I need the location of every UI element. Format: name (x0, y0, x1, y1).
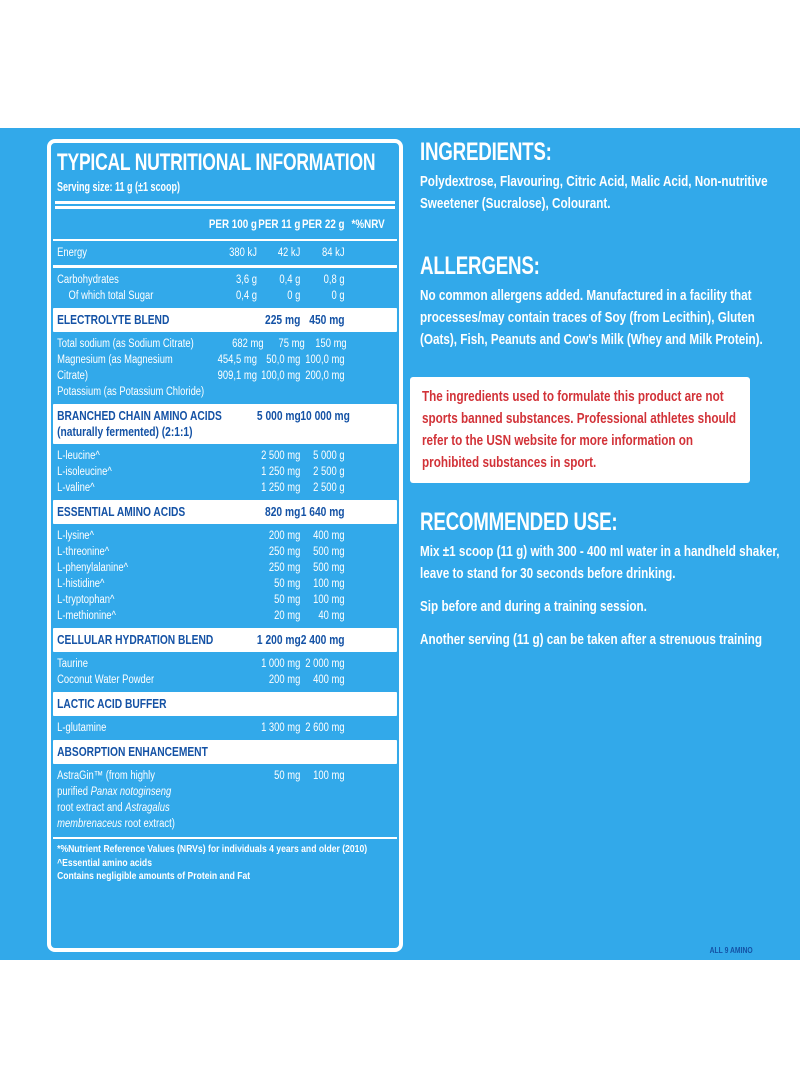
table-row (53, 448, 397, 464)
value-per-11g: 1 250 mg (261, 465, 301, 478)
row-label: root extract and Astragalus (57, 801, 170, 814)
nutrient-group (53, 528, 397, 624)
table-row (53, 800, 397, 816)
table-row (53, 464, 397, 480)
nutrient-group (53, 336, 397, 400)
nutrient-group (53, 768, 397, 832)
row-label: L-phenylalanine^ (57, 561, 129, 574)
column-header-nrv: *%NRV (351, 216, 385, 231)
value-per-22g: 500 mg (313, 561, 345, 574)
value-per-22g: 500 mg (313, 545, 345, 558)
section-title (57, 312, 257, 328)
value-per-22g: 100 mg (313, 577, 345, 590)
row-label: Potassium (as Potassium Chloride) (57, 385, 205, 398)
ingredients-heading: INGREDIENTS: (420, 138, 552, 166)
recommended-use-mix: Mix ±1 scoop (11 g) with 300 - 400 ml water in a handheld shaker, leave to stand for 30 seconds before drinking. (420, 543, 780, 582)
value-per-22g: 2 000 mg (305, 657, 345, 670)
row-label: purified Panax notoginseng (57, 785, 172, 798)
table-row (53, 368, 397, 384)
row-label: L-tryptophan^ (57, 593, 115, 606)
footnote-essential: ^Essential amino acids (57, 856, 152, 869)
row-label: L-threonine^ (57, 545, 110, 558)
product-label (0, 128, 800, 960)
value-per-11g: 200 mg (268, 529, 301, 542)
value-per-11g: 0 g (287, 289, 301, 302)
value-per-22g: 400 mg (313, 529, 345, 542)
table-header-row (53, 213, 397, 236)
section-title (57, 504, 257, 520)
value-per-11g: 50 mg (274, 769, 301, 782)
value-per-22g: 5 000 g (313, 449, 345, 462)
banned-substances-notice-box (410, 377, 750, 483)
value-per-22g: 100 mg (313, 769, 345, 782)
section-header-bar (53, 628, 397, 652)
serving-size: Serving size: 11 g (±1 scoop) (57, 180, 180, 194)
allergens-text: No common allergens added. Manufactured in a facility that processes/may contain traces of Soy (from Lecithin), Gluten (Oats), Fish, Peanuts and Cow's Milk (Whey and Milk Protein). (420, 287, 763, 348)
value-per-100g: 0,4 g (235, 289, 257, 302)
value-per-11g: 50 mg (274, 593, 301, 606)
ingredients-text: Polydextrose, Flavouring, Citric Acid, Malic Acid, Non-nutritive Sweetener (Sucralose), Colourant. (420, 173, 768, 212)
panel-title: TYPICAL NUTRITIONAL INFORMATION (57, 149, 376, 176)
nutrient-group (53, 245, 397, 261)
value-per-11g: 200 mg (268, 673, 301, 686)
value-per-22g: 84 kJ (322, 247, 345, 259)
row-label: L-valine^ (57, 481, 95, 494)
value-per-22g: 2 600 mg (305, 721, 345, 734)
row-label: Total sodium (as Sodium Citrate) (57, 337, 194, 350)
row-label: Energy (57, 247, 87, 259)
value-per-22g: 450 mg (309, 312, 345, 327)
value-per-11g: 1 250 mg (261, 481, 301, 494)
row-label: Carbohydrates (57, 273, 119, 286)
footnote-negligible: Contains negligible amounts of Protein and Fat (57, 870, 251, 882)
value-per-22g: 2 500 g (313, 481, 345, 494)
table-row (53, 336, 397, 352)
row-label: L-leucine^ (57, 449, 100, 462)
row-label: Citrate) (57, 369, 88, 382)
section-header-bar (53, 740, 397, 764)
table-row (53, 576, 397, 592)
section-title (57, 632, 257, 648)
row-label: membrenaceus root extract) (57, 817, 175, 830)
value-per-22g: 2 400 mg (300, 632, 345, 647)
nutrition-table (53, 213, 397, 884)
column-header-per-100g: PER 100 g (208, 216, 257, 231)
table-row (53, 656, 397, 672)
row-label: L-histidine^ (57, 577, 105, 590)
value-per-22g: 400 mg (313, 673, 345, 686)
value-per-11g: 0,4 g (279, 273, 301, 286)
nutrient-group (53, 720, 397, 736)
table-row (53, 528, 397, 544)
value-per-22g: 2 500 g (313, 465, 345, 478)
footnote-divider (53, 837, 397, 840)
row-label: AstraGin™ (from highly (57, 769, 155, 782)
value-per-11g: 20 mg (274, 609, 301, 622)
row-label: Of which total Sugar (68, 289, 154, 302)
section-title-line: BRANCHED CHAIN AMINO ACIDS (57, 408, 222, 423)
value-per-22g: 0,8 g (323, 273, 345, 286)
value-per-11g: 42 kJ (277, 247, 301, 259)
footnote-nrv: *%Nutrient Reference Values (NRVs) for individuals 4 years and older (2010) (57, 843, 368, 855)
divider-line (55, 201, 395, 204)
recommended-use-heading: RECOMMENDED USE: (420, 508, 618, 536)
value-per-22g: 0 g (331, 289, 345, 302)
table-row (53, 544, 397, 560)
section-title (57, 408, 257, 440)
table-row (53, 245, 397, 261)
value-per-22g: 100 mg (313, 593, 345, 606)
value-per-22g: 200,0 mg (305, 369, 345, 382)
row-label: L-glutamine (57, 721, 107, 734)
table-row (53, 592, 397, 608)
row-label: Taurine (57, 657, 88, 670)
info-column (420, 137, 785, 651)
value-per-11g: 225 mg (265, 312, 301, 327)
allergens-heading: ALLERGENS: (420, 252, 540, 280)
section-header-bar (53, 500, 397, 524)
column-header-per-22g: PER 22 g (301, 216, 345, 231)
table-row (53, 480, 397, 496)
nutrient-group (53, 272, 397, 304)
value-per-22g: 10 000 mg (300, 408, 350, 423)
value-per-11g: 1 200 mg (256, 632, 301, 647)
row-divider (53, 265, 397, 268)
section-title-line: CELLULAR HYDRATION BLEND (57, 632, 214, 647)
divider-line (55, 206, 395, 209)
value-per-22g: 100,0 mg (305, 353, 345, 366)
table-row (53, 816, 397, 832)
section-header-bar (53, 692, 397, 716)
row-label: L-methionine^ (57, 609, 116, 622)
value-per-11g: 75 mg (278, 337, 305, 350)
table-row (53, 352, 397, 368)
value-per-11g: 50,0 mg (266, 353, 301, 366)
value-per-11g: 2 500 mg (261, 449, 301, 462)
value-per-100g: 3,6 g (235, 273, 257, 286)
value-per-100g: 454,5 mg (217, 353, 257, 366)
table-row (53, 560, 397, 576)
table-body (53, 245, 397, 832)
table-row (53, 288, 397, 304)
section-header-bar (53, 404, 397, 444)
value-per-11g: 50 mg (274, 577, 301, 590)
value-per-22g: 1 640 mg (300, 504, 345, 519)
table-row (53, 608, 397, 624)
row-label: L-lysine^ (57, 529, 94, 542)
section-title-line: ESSENTIAL AMINO ACIDS (57, 504, 186, 519)
row-label: Coconut Water Powder (57, 673, 155, 686)
all-9-amino-tag: ALL 9 AMINO (709, 946, 753, 955)
table-row (53, 272, 397, 288)
value-per-11g: 1 000 mg (261, 657, 301, 670)
section-title-line: (naturally fermented) (2:1:1) (57, 424, 193, 439)
column-header-per-11g: PER 11 g (258, 216, 301, 231)
value-per-11g: 820 mg (265, 504, 301, 519)
section-header-bar (53, 308, 397, 332)
table-row (53, 672, 397, 688)
recommended-use-another: Another serving (11 g) can be taken after a strenuous training (420, 631, 762, 648)
value-per-22g: 150 mg (315, 337, 347, 350)
nutrient-group (53, 448, 397, 496)
section-title-line: LACTIC ACID BUFFER (57, 696, 167, 711)
nutrient-group (53, 656, 397, 688)
value-per-11g: 250 mg (268, 561, 301, 574)
banned-substances-text: The ingredients used to formulate this product are not sports banned substances. Professional athletes should refer to the USN website for more information on prohibited substances in sport. (422, 388, 737, 471)
double-divider (55, 201, 395, 209)
value-per-11g: 1 300 mg (261, 721, 301, 734)
recommended-use-sip: Sip before and during a training session. (420, 598, 647, 615)
table-row (53, 784, 397, 800)
value-per-22g: 40 mg (318, 609, 345, 622)
table-row (53, 384, 397, 400)
table-row (53, 720, 397, 736)
value-per-100g: 380 kJ (229, 247, 257, 259)
nutrition-panel (47, 139, 403, 952)
row-label: L-isoleucine^ (57, 465, 112, 478)
value-per-100g: 909,1 mg (217, 369, 257, 382)
table-row (53, 768, 397, 784)
section-title-line: ABSORPTION ENHANCEMENT (57, 744, 208, 759)
value-per-11g: 250 mg (268, 545, 301, 558)
section-title (57, 696, 257, 712)
header-divider (53, 239, 397, 242)
section-title (57, 744, 257, 760)
row-label: Magnesium (as Magnesium (57, 353, 173, 366)
section-title-line: ELECTROLYTE BLEND (57, 312, 170, 327)
value-per-11g: 5 000 mg (256, 408, 301, 423)
value-per-100g: 682 mg (232, 337, 264, 350)
value-per-11g: 100,0 mg (261, 369, 301, 382)
